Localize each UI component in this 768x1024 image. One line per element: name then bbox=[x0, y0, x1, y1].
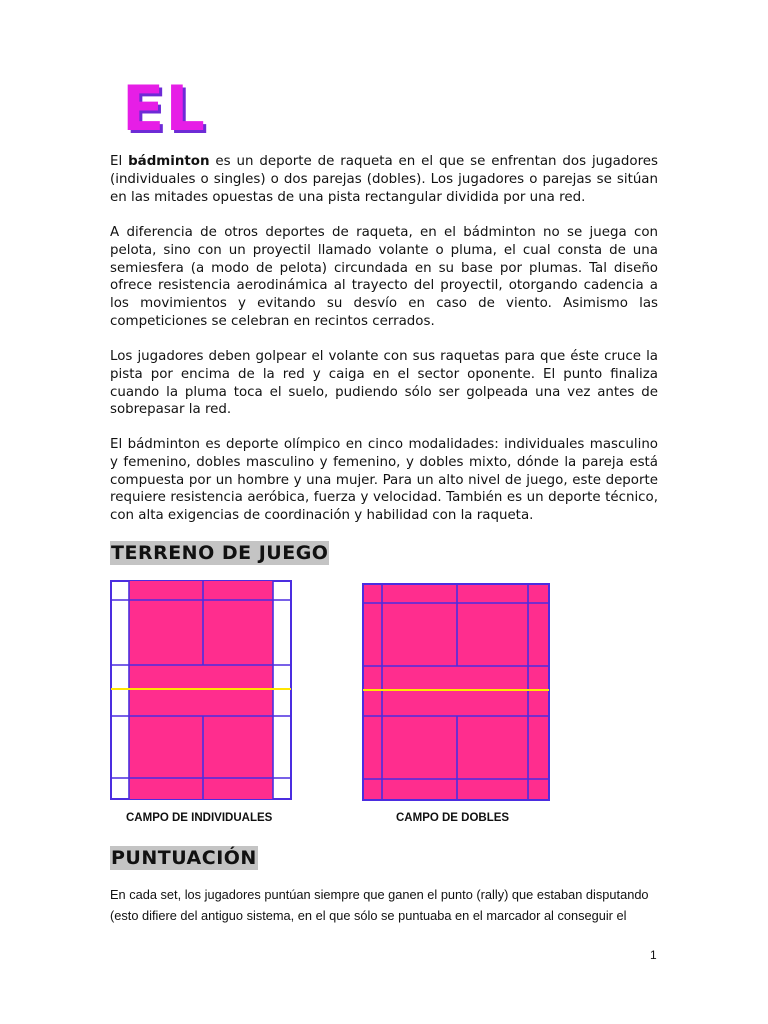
doubles-court-diagram bbox=[361, 582, 551, 802]
paragraph-olimpico: El bádminton es deporte olímpico en cinco modalidades: individuales masculino y femenino, dobles masculino y femenino, y dobles mixto, dónde la pareja está compuesta por un hombre y una mujer. Para un alto nivel de juego, este deporte requiere resistencia aeróbica, fuerza y velocidad. También es un deporte técnico, con alta exigencias de coordinación y habilidad con la raqueta. bbox=[110, 437, 658, 524]
caption-campo-individuales: CAMPO DE INDIVIDUALES bbox=[126, 812, 273, 824]
paragraph-reglas: Los jugadores deben golpear el volante con sus raquetas para que éste cruce la pista por encima de la red y caiga en el sector oponente. El punto finaliza cuando la pluma toca el suelo, pudiendo sólo ser golpeada una vez antes de sobrepasar la red. bbox=[110, 349, 658, 418]
document-title: EL bbox=[122, 72, 206, 145]
singles-court-diagram bbox=[109, 579, 295, 803]
paragraph-puntuacion: En cada set, los jugadores puntúan siempre que ganen el punto (rally) que estaban disputando (esto difiere del antiguo sistema, en el que sólo se puntuaba en el marcador al conseguir el bbox=[110, 887, 649, 923]
paragraph-intro bbox=[110, 153, 658, 206]
intro-lead: El bbox=[110, 154, 129, 169]
caption-campo-dobles: CAMPO DE DOBLES bbox=[396, 812, 510, 824]
intro-keyword: bádminton bbox=[128, 154, 210, 169]
intro-rest: es un deporte de raqueta en el que se enfrentan dos jugadores (individuales o singles) o dos parejas (dobles). Los jugadores o parejas se sitúan en las mitades opuestas de una pista rectangular dividida por una red. bbox=[110, 154, 658, 205]
heading-puntuacion: PUNTUACIÓN bbox=[111, 847, 257, 869]
heading-terreno-de-juego: TERRENO DE JUEGO bbox=[111, 542, 329, 564]
paragraph-volante: A diferencia de otros deportes de raqueta, en el bádminton no se juega con pelota, sino con un proyectil llamado volante o pluma, el cual consta de una semiesfera (a modo de pelota) circundada en su base por plumas. Tal diseño ofrece resistencia aerodinámica al trayecto del proyectil, otorgando cadencia a los movimientos y evitando su desvío en caso de viento. Asimismo las competiciones se celebran en recintos cerrados. bbox=[110, 225, 658, 329]
page-number: 1 bbox=[650, 948, 657, 962]
doubles-court-outer bbox=[363, 584, 549, 800]
